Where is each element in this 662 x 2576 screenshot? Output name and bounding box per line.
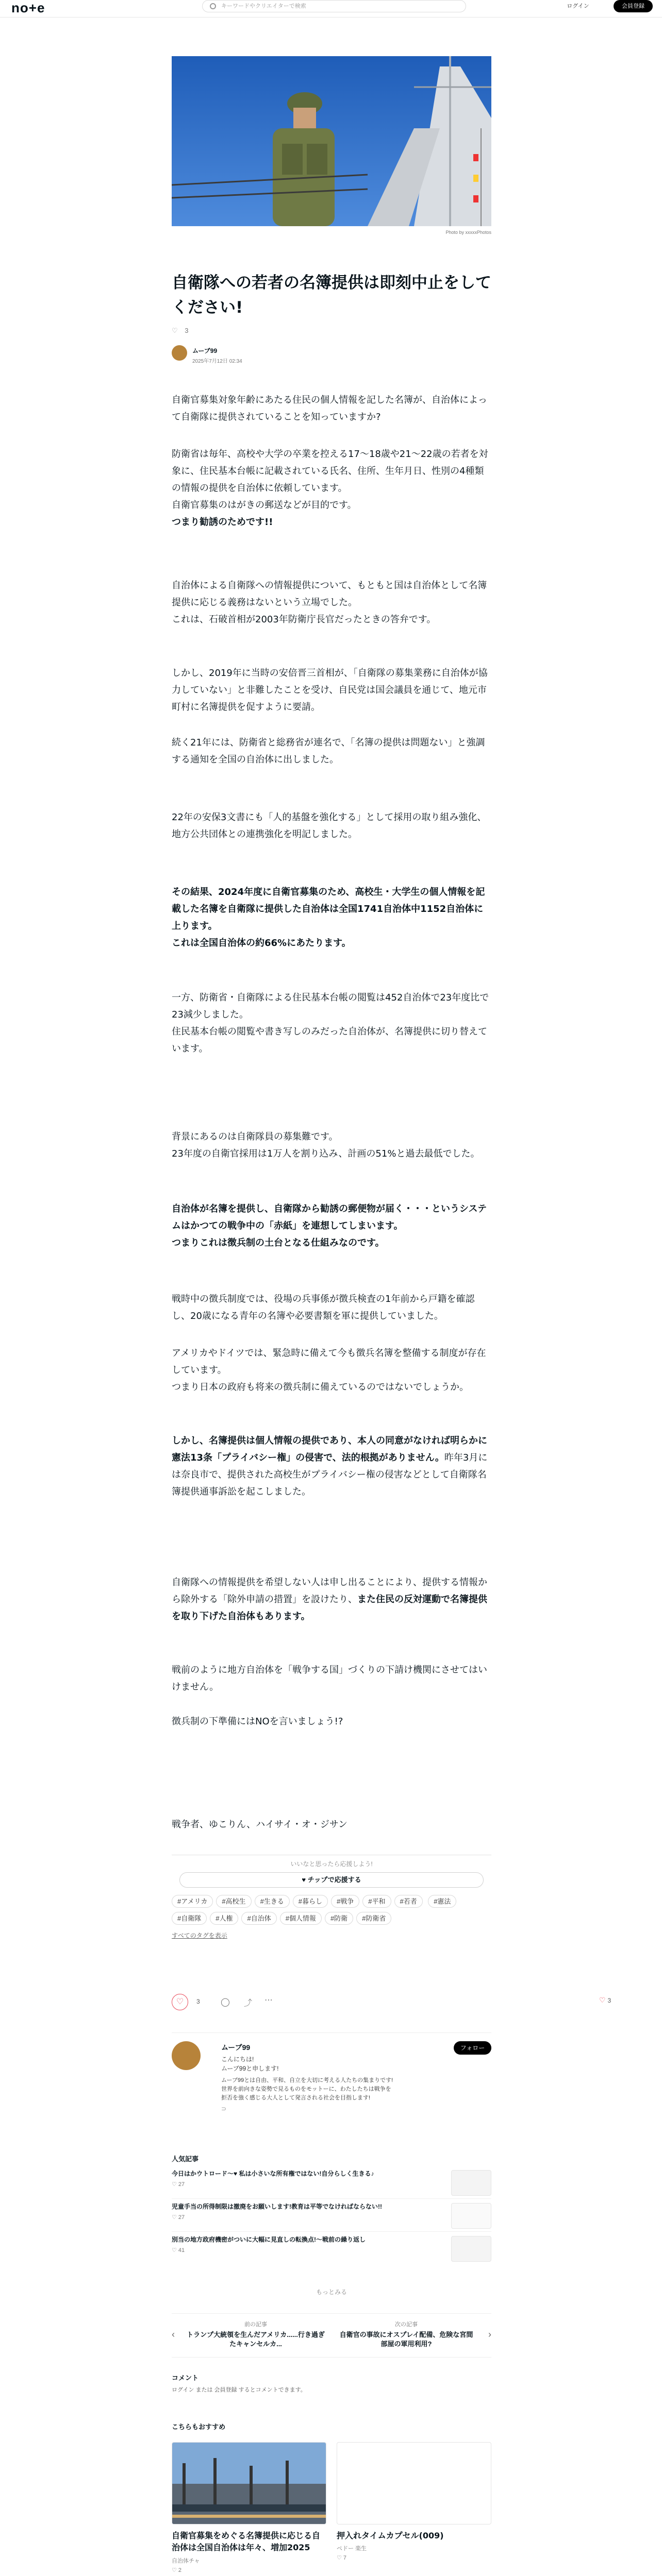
tip-button-label: チップで応援する <box>307 1876 361 1884</box>
paragraph-emphasis: しかし、名簿提供は個人情報の提供であり、本人の同意がなければ明らかに憲法13条「プライバシー権」の侵害で、法的根拠がありません。 <box>172 1435 487 1463</box>
popular-item-title: 今日はかウトロード〜♥ 私は小さいな所有権ではない!自分らしく生きる♪ <box>172 2170 374 2177</box>
chevron-left-icon[interactable]: ‹ <box>172 2329 175 2340</box>
popular-item-thumb <box>451 2170 491 2196</box>
paragraph-line: つまり日本の政府も将来の徴兵制に備えているのではないでしょうか。 <box>172 1382 469 1393</box>
popular-item-thumb <box>451 2203 491 2229</box>
paragraph-emphasis: また住民の反対運動で名簿提供を取り下げた自治体もあります。 <box>172 1594 487 1622</box>
paragraph-line: 自衛官募集のはがきの郵送などが目的です。 <box>172 500 357 511</box>
recommend-likes: ♡ 2 <box>172 2567 182 2573</box>
support-section <box>172 1855 491 1886</box>
tag[interactable]: #暮らし <box>293 1895 328 1908</box>
profile-greeting-2: ムーブ99と申します! <box>221 2065 279 2072</box>
rss-icon[interactable]: ⊃ <box>221 2105 227 2112</box>
share-icon[interactable]: ⤴ <box>244 1999 253 2008</box>
popular-heading: 人気記事 <box>172 2155 199 2163</box>
comment-login-note[interactable]: ログイン または 会員登録 するとコメントできます。 <box>172 2387 306 2393</box>
paragraph <box>172 577 491 628</box>
paragraph <box>172 446 491 531</box>
tag[interactable]: #平和 <box>362 1895 391 1908</box>
like-count: 3 <box>185 327 189 334</box>
chevron-right-icon[interactable]: › <box>488 2329 491 2340</box>
recommend-thumb[interactable] <box>172 2442 326 2524</box>
tag[interactable]: #高校生 <box>216 1895 251 1908</box>
tag[interactable]: #防衛 <box>325 1912 353 1925</box>
paragraph <box>172 1345 491 1396</box>
paragraph: 続く21年には、防衛省と総務省が連名で、「名簿の提供は問題ない」と強調する通知を全国の自治体に出しました。 <box>172 737 485 765</box>
recommend-title[interactable]: 自衛官募集をめぐる名簿提供に応じる自治体は全国自治体は年々、増加2025 <box>172 2531 321 2552</box>
author-name[interactable]: ムーブ99 <box>192 347 218 354</box>
tag[interactable]: #人権 <box>210 1912 238 1925</box>
paragraph-line: これは全国自治体の約66%にあたります。 <box>172 938 351 948</box>
like-count: 27 <box>178 2181 185 2188</box>
recommend-author[interactable]: ペドー 楽生 <box>337 2546 367 2552</box>
profile-bio: ムーブ99とは自由、平和、自立を大切に考える人たちの集まりです! 世界を前向きな姿勢で見るものをモットーに、わたしたちは戦争を拒否を強く感じる大人として発言される社会を目指します! <box>221 2077 393 2101</box>
like-count: 3 <box>196 1998 200 2005</box>
popular-item[interactable] <box>172 2235 491 2265</box>
popular-item-likes: ♡ 41 <box>172 2247 185 2253</box>
popular-item-likes: ♡ 27 <box>172 2181 185 2188</box>
paragraph-line: 住民基本台帳の閲覧や書き写しのみだった自治体が、名簿提供に切り替えています。 <box>172 1026 487 1054</box>
tip-button[interactable] <box>179 1872 484 1888</box>
paragraph-line: アメリカやドイツでは、緊急時に備えて今も徴兵名簿を整備する制度が存在しています。 <box>172 1348 486 1376</box>
heart-icon[interactable]: ♡ <box>172 1994 188 2010</box>
side-like[interactable]: ♡ 3 <box>599 1996 611 2004</box>
popular-item-title: 別当の地方政府機密がついに大幅に見直しの転換点!〜戦前の繰り返し <box>172 2236 366 2243</box>
paragraph <box>172 989 491 1057</box>
paragraph <box>172 1432 491 1500</box>
comment-icon[interactable]: ◯ <box>221 1998 230 2007</box>
comment-heading: コメント <box>172 2374 199 2382</box>
heart-icon: ♥ <box>302 1876 308 1884</box>
paragraph-line: 防衛省は毎年、高校や大学の卒業を控える17〜18歳や21〜22歳の若者を対象に、住民基本台帳に記載されている氏名、住所、生年月日、性別の4種類の情報の提供を自治体に依頼しています。 <box>172 449 488 494</box>
publish-date: 2025年7月12日 02:34 <box>192 359 242 364</box>
paragraph <box>172 1128 491 1162</box>
paragraph: 徴兵制の下準備にはNOを言いましょう!? <box>172 1716 343 1727</box>
recommend-heading: こちらもおすすめ <box>172 2423 226 2431</box>
recommend-likes: ♡ 7 <box>337 2555 347 2561</box>
hero-image <box>172 56 491 226</box>
prev-article[interactable] <box>186 2320 325 2349</box>
recommend-thumb[interactable] <box>337 2442 491 2524</box>
tag[interactable]: #アメリカ <box>172 1895 213 1908</box>
author-name[interactable]: ムーブ99 <box>221 2043 251 2052</box>
all-tags-link[interactable]: すべてのタグを表示 <box>172 1932 227 1939</box>
tag[interactable]: #自治体 <box>241 1912 276 1925</box>
popular-item[interactable] <box>172 2202 491 2232</box>
tag[interactable]: #自衛隊 <box>172 1912 207 1925</box>
paragraph: 戦争者、ゆこりん、ハイサイ・オ・ジサン <box>172 1819 347 1830</box>
paragraph: しかし、2019年に当時の安倍晋三首相が、「自衛隊の募集業務に自治体が協力していない」と非難したことを受け、自民党は国会議員を通じて、地元市町村に名簿提供を促すように要請。 <box>172 668 488 713</box>
paragraph: 自衛官募集対象年齢にあたる住民の個人情報を記した名簿が、自治体によって自衛隊に提供されていることを知っていますか? <box>172 395 487 422</box>
article-title: 自衛隊への若者の名簿提供は即刻中止をしてください! <box>172 274 491 317</box>
like-count: 7 <box>343 2555 347 2561</box>
next-label: 次の記事 <box>395 2321 418 2328</box>
paragraph: 戦前のように地方自治体を「戦争する国」づくりの下請け機関にさせてはいけません。 <box>172 1665 487 1692</box>
author-profile <box>172 2032 491 2115</box>
search-icon <box>210 3 216 9</box>
popular-item-thumb <box>451 2236 491 2262</box>
author-avatar[interactable] <box>172 345 187 361</box>
paragraph-emphasis: つまり勧誘のためです!! <box>172 517 273 528</box>
title-like-count <box>172 327 189 335</box>
paragraph-line: 昨年3月には奈良市で、提供された高校生がプライバシー権の侵害などとして自衛隊名簿提供通事訴訟を起こしました。 <box>172 1452 488 1497</box>
like-count: 2 <box>178 2567 182 2573</box>
site-header <box>0 0 662 18</box>
popular-item[interactable] <box>172 2169 491 2199</box>
tag[interactable]: #戦争 <box>331 1895 359 1908</box>
paragraph-line: その結果、2024年度に自衛官募集のため、高校生・大学生の個人情報を記載した名簿を自衛隊に提供した自治体は全国1741自治体中1152自治体に上ります。 <box>172 887 485 931</box>
paragraph-line: 背景にあるのは自衛隊員の募集難です。 <box>172 1131 338 1142</box>
paragraph-line: つまりこれは徴兵制の土台となる仕組みなのです。 <box>172 1238 385 1248</box>
more-link[interactable]: もっとみる <box>316 2289 347 2296</box>
tag[interactable]: #防衛省 <box>356 1912 391 1925</box>
paragraph-line: 自治体による自衛隊への情報提供について、もともと国は自治体として名簿提供に応じる義務はないという立場でした。 <box>172 580 487 608</box>
paragraph-line: 自衛隊への情報提供を希望しない人は申し出ることにより、提供する情報から除外する「除外申請の措置」を設けたり、 <box>172 1577 487 1605</box>
login-button[interactable]: ログイン <box>567 3 589 9</box>
tag[interactable]: #若者 <box>394 1895 423 1908</box>
side-like-count: 3 <box>607 1997 611 2004</box>
prev-label: 前の記事 <box>244 2321 267 2328</box>
tag[interactable]: #憲法 <box>428 1895 456 1908</box>
reaction-bar <box>172 1994 491 2011</box>
photo-credit: Photo by xxxxxPhotos <box>445 230 491 235</box>
popular-item-likes: ♡ 27 <box>172 2214 185 2221</box>
search-placeholder: キーワードやクリエイターで検索 <box>221 3 306 9</box>
profile-greeting: こんにちは! <box>221 2056 254 2063</box>
popular-item-title: 児童手当の所得制限は撤廃をお願いします!教育は平等でなければならない!! <box>172 2203 382 2210</box>
paragraph-line: 自治体が名簿を提供し、自衛隊から勧誘の郵便物が届く・・・というシステムはかつての戦争中の「赤紙」を連想してしまいます。 <box>172 1204 487 1231</box>
paragraph-line: 一方、防衛省・自衛隊による住民基本台帳の閲覧は452自治体で23年度比で23減少しました。 <box>172 992 489 1020</box>
popular-list <box>172 2169 491 2265</box>
author-avatar[interactable] <box>172 2041 201 2070</box>
next-title: 自衛官の事故にオスプレイ配備、危険な宮間部屋の軍用利用? <box>339 2331 473 2348</box>
paragraph: 22年の安保3文書にも「人的基盤を強化する」として採用の取り組み強化、地方公共団体との連携強化を明記しました。 <box>172 812 487 840</box>
tag[interactable]: #生きる <box>255 1895 290 1908</box>
recommend-author[interactable]: 自治体チャ <box>172 2558 200 2564</box>
like-count: 27 <box>178 2214 185 2221</box>
follow-button[interactable]: フォロー <box>454 2041 491 2055</box>
paragraph <box>172 1574 491 1625</box>
recommend-title[interactable]: 押入れタイムカプセル(009) <box>337 2531 444 2540</box>
like-count: 41 <box>178 2247 185 2253</box>
search-box[interactable] <box>202 0 466 12</box>
heart-icon[interactable]: ♡ <box>172 327 178 334</box>
note-logo[interactable]: no+e <box>11 0 45 15</box>
tag[interactable]: #個人情報 <box>280 1912 322 1925</box>
paragraph: 戦時中の徴兵制度では、役場の兵事係が徴兵検査の1年前から戸籍を確認し、20歳になる青年の名簿や必要書類を軍に提供していました。 <box>172 1294 475 1321</box>
prev-title: トランプ大統領を生んだアメリカ......行き過ぎたキャンセルカ... <box>187 2331 325 2348</box>
article-nav <box>172 2313 491 2358</box>
register-button[interactable]: 会員登録 <box>614 0 653 12</box>
more-icon[interactable]: ⋯ <box>264 1996 273 2005</box>
paragraph-bold <box>172 884 491 952</box>
support-prompt: いいなと思ったら応援しよう! <box>290 1860 373 1868</box>
next-article[interactable] <box>337 2320 476 2349</box>
paragraph-line: これは、石破首相が2003年防衛庁長官だったときの答弁です。 <box>172 614 436 625</box>
paragraph-bold <box>172 1200 491 1251</box>
paragraph-line: 23年度の自衛官採用は1万人を割り込み、計画の51%と過去最低でした。 <box>172 1148 480 1159</box>
tag-list <box>172 1895 491 1940</box>
